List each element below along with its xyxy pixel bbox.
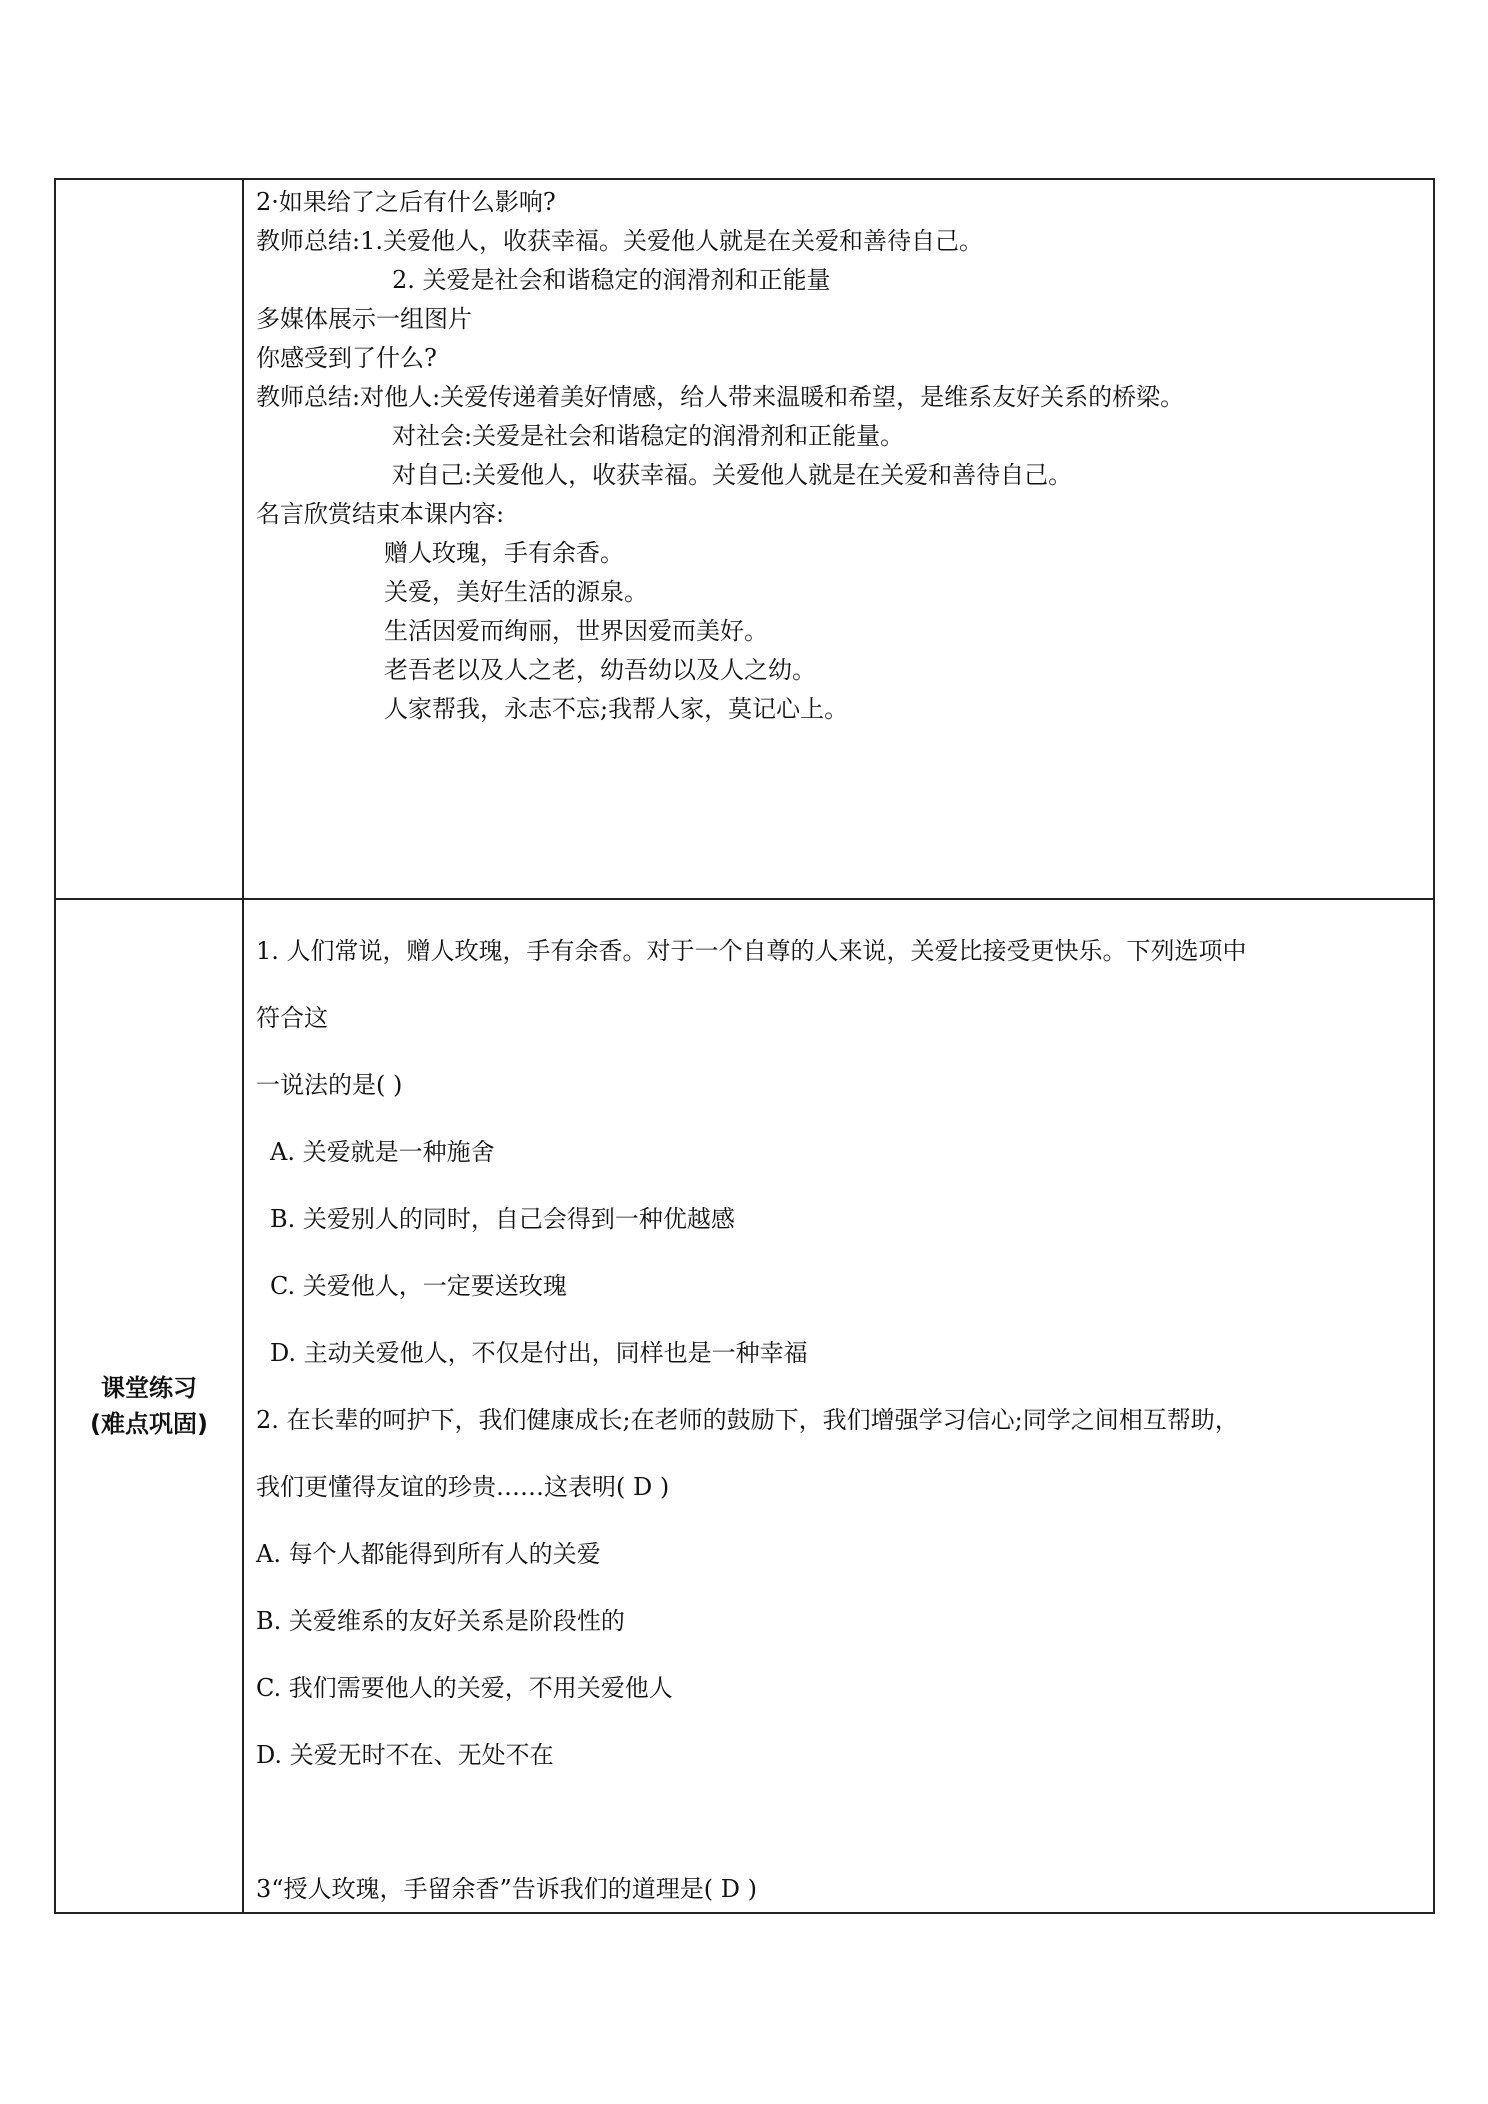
quote-line: 赠人玫瑰，手有余香。 xyxy=(384,539,624,567)
option-line: C. 我们需要他人的关爱，不用关爱他人 xyxy=(256,1674,673,1702)
quote-line: 生活因爱而绚丽，世界因爱而美好。 xyxy=(384,617,768,645)
column-divider xyxy=(242,180,244,1912)
text-line: 对社会:关爱是社会和谐稳定的润滑剂和正能量。 xyxy=(392,422,905,450)
text-line: 教师总结:对他人:关爱传递着美好情感，给人带来温暖和希望，是维系友好关系的桥梁。 xyxy=(256,383,1185,411)
option-line: B. 关爱别人的同时，自己会得到一种优越感 xyxy=(270,1205,735,1233)
question-line: 1. 人们常说，赠人玫瑰，手有余香。对于一个自尊的人来说，关爱比接受更快乐。下列选项中 xyxy=(256,937,1247,965)
text-line: 多媒体展示一组图片 xyxy=(256,305,472,333)
option-line: A. 每个人都能得到所有人的关爱 xyxy=(256,1540,601,1568)
question-line: 一说法的是( ) xyxy=(256,1071,403,1099)
text-line: 教师总结:1.关爱他人，收获幸福。关爱他人就是在关爱和善待自己。 xyxy=(256,227,983,255)
option-line: A. 关爱就是一种施舍 xyxy=(270,1138,495,1166)
text-line: 2. 关爱是社会和谐稳定的润滑剂和正能量 xyxy=(392,266,831,294)
quote-line: 关爱，美好生活的源泉。 xyxy=(384,578,648,606)
lesson-table xyxy=(54,178,1435,1914)
quote-line: 老吾老以及人之老，幼吾幼以及人之幼。 xyxy=(384,656,816,684)
option-line: C. 关爱他人，一定要送玫瑰 xyxy=(270,1272,567,1300)
text-line: 你感受到了什么? xyxy=(256,344,437,372)
text-line: 对自己:关爱他人，收获幸福。关爱他人就是在关爱和善待自己。 xyxy=(392,461,1073,489)
question-line: 2. 在长辈的呵护下，我们健康成长;在老师的鼓励下，我们增强学习信心;同学之间相互帮助， xyxy=(256,1406,1239,1434)
text-line: 2·如果给了之后有什么影响? xyxy=(256,188,556,216)
question-line: 符合这 xyxy=(256,1004,328,1032)
option-line: D. 关爱无时不在、无处不在 xyxy=(256,1741,554,1769)
row-divider xyxy=(56,898,1433,900)
option-line: D. 主动关爱他人，不仅是付出，同样也是一种幸福 xyxy=(270,1339,808,1367)
quote-line: 人家帮我，永志不忘;我帮人家，莫记心上。 xyxy=(384,695,849,723)
question-line: 3“授人玫瑰，手留余香”告诉我们的道理是( D ) xyxy=(256,1875,758,1903)
row-label-line1: 课堂练习 xyxy=(101,1374,197,1402)
question-line: 我们更懂得友谊的珍贵……这表明( D ) xyxy=(256,1473,670,1501)
text-line: 名言欣赏结束本课内容: xyxy=(256,500,505,528)
option-line: B. 关爱维系的友好关系是阶段性的 xyxy=(256,1607,625,1635)
row-label-line2: (难点巩固) xyxy=(90,1410,208,1438)
